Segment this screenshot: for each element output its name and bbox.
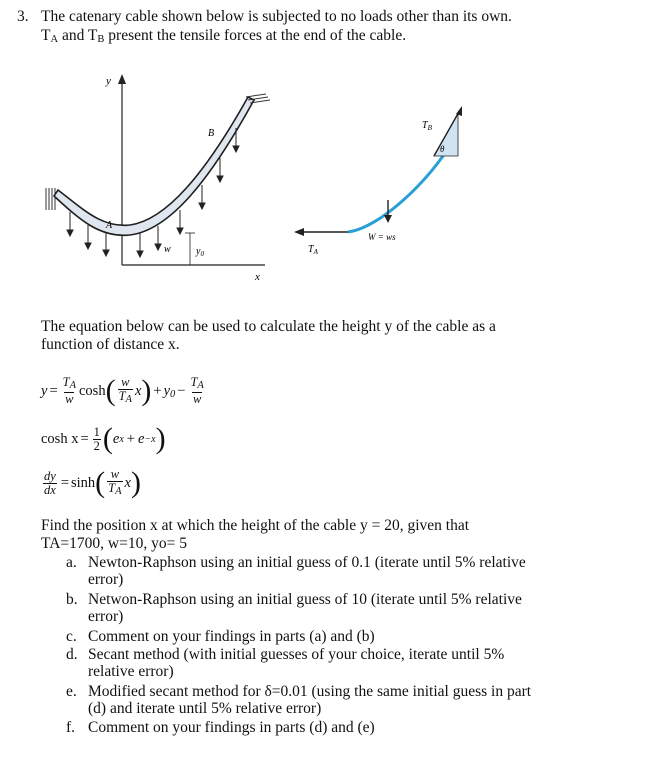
catenary-figure-right xyxy=(290,100,475,260)
cable-band xyxy=(54,97,254,235)
catenary-figure-left xyxy=(40,70,290,285)
ta-label: $T_A$ xyxy=(308,244,318,256)
equation-intro-line-2: function of distance x. xyxy=(41,336,180,353)
intro-line-2: TA and TB present the tensile forces at the end of the cable. xyxy=(41,27,407,45)
point-a-label: A xyxy=(106,220,113,231)
point-b-label: B xyxy=(208,128,215,139)
tb-label: $T_B$ xyxy=(422,120,432,132)
y-axis-arrow xyxy=(118,74,126,84)
item-d: d. Secant method (with initial guesses of your choice, iterate until 5% relative error) xyxy=(66,646,505,680)
equation-3: $\frac{dy}{dx}$ = sinh ( $\frac{w}{TA}$ x ) xyxy=(44,466,141,499)
x-axis-label: x xyxy=(255,271,260,283)
load-w-label: w xyxy=(164,244,171,255)
task-line-1: Find the position x at which the height of the cable y = 20, given that xyxy=(41,517,470,534)
left-wall-hatch xyxy=(46,188,55,210)
task-line-2: TA=1700, w=10, yo= 5 xyxy=(41,535,187,552)
problem-number: 3. xyxy=(17,8,29,25)
y-axis-label: y xyxy=(106,75,111,87)
equation-2: cosh x = $\frac{1}{2}$ ( e x + e −x ) xyxy=(41,422,166,455)
y0-label: $y_0$ xyxy=(196,246,204,258)
item-e: e. Modified secant method for δ=0.01 (using the same initial guess in part (d) and iterate until 5% relative error) xyxy=(66,683,532,717)
weight-label: W = ws xyxy=(368,232,396,242)
intro-line-1: The catenary cable shown below is subjected to no loads other than its own. xyxy=(41,8,512,25)
item-f: f. Comment on your findings in parts (d) and (e) xyxy=(66,719,375,736)
item-a: a. Newton-Raphson using an initial guess of 0.1 (iterate until 5% relative error) xyxy=(66,554,526,588)
theta-label: θ xyxy=(440,144,445,154)
item-b: b. Netwon-Raphson using an initial guess of 10 (iterate until 5% relative error) xyxy=(66,591,522,625)
equation-intro-line-1: The equation below can be used to calculate the height y of the cable as a xyxy=(41,318,496,335)
item-c: c. Comment on your findings in parts (a) and (b) xyxy=(66,628,375,645)
equation-1: y = $\frac{TA}{w}$ cosh ( $\frac{w}{TA}$ x ) + y0 − $\frac{TA}{w}$ xyxy=(41,374,204,407)
distributed-loads xyxy=(67,128,239,257)
